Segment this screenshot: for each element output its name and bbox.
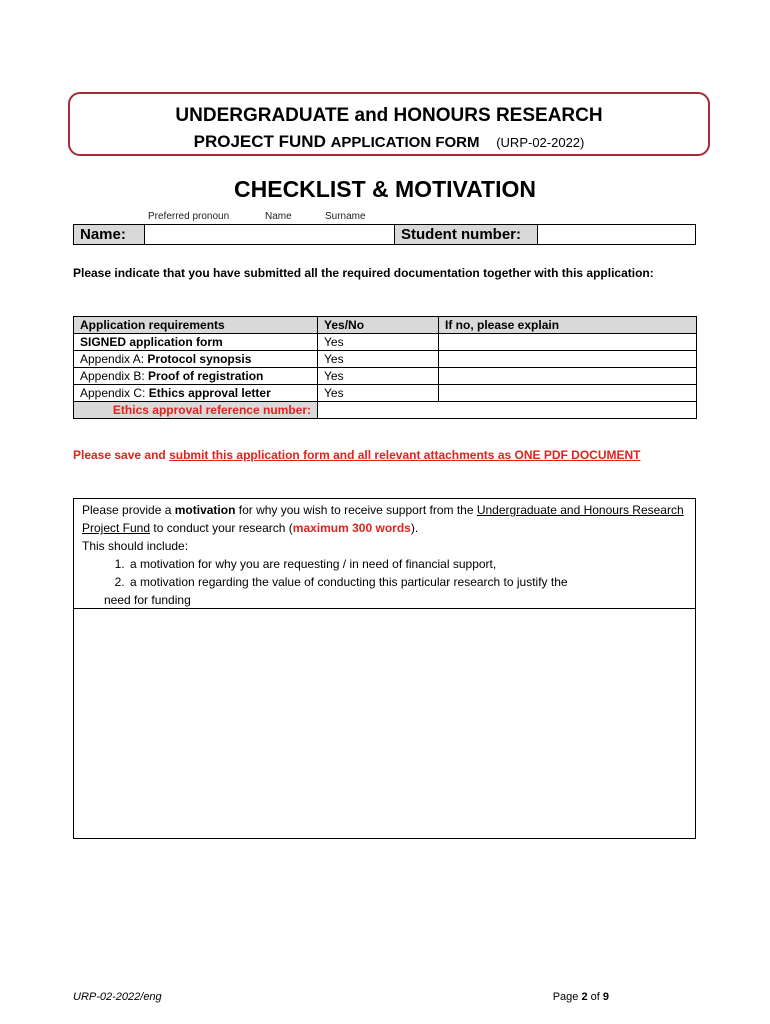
requirement-item: Proof of registration — [148, 369, 264, 383]
notice-part2: submit this application form and all relevant attachments as ONE PDF DOCUMENT — [169, 448, 641, 462]
submission-notice — [73, 446, 693, 464]
hint-preferred-pronoun: Preferred pronoun — [148, 211, 230, 222]
page-title: CHECKLIST & MOTIVATION — [234, 176, 536, 202]
requirement-cell — [74, 368, 318, 385]
fund-name: Undergraduate and Honours Research Project Fund — [82, 503, 684, 535]
page-current: 2 — [581, 991, 588, 1003]
table-row — [74, 334, 697, 351]
list-item-continuation: need for funding — [104, 593, 191, 607]
form-header-box — [68, 92, 710, 156]
list-item: 2. a motivation regarding the value of conducting this particular research to justify the — [128, 573, 687, 591]
table-header-row — [74, 317, 697, 334]
list-item: 1. a motivation for why you are requesting / in need of financial support, — [128, 555, 687, 573]
hint-surname: Surname — [325, 211, 366, 222]
requirement-prefix: Appendix A: — [80, 352, 148, 366]
student-number-field[interactable] — [538, 225, 695, 244]
explain-field[interactable] — [439, 385, 697, 402]
requirement-item: SIGNED application form — [80, 335, 223, 349]
motivation-box — [73, 498, 696, 839]
explain-field[interactable] — [439, 368, 697, 385]
form-title-line2 — [70, 132, 708, 152]
ethics-reference-label: Ethics approval reference number: — [74, 402, 318, 419]
ethics-reference-field[interactable] — [318, 402, 697, 419]
page-number — [553, 991, 609, 1003]
notice-part1: Please save and — [73, 448, 170, 462]
form-title-part1: PROJECT FUND — [193, 132, 326, 151]
header-explain: If no, please explain — [439, 317, 697, 334]
explain-field[interactable] — [439, 334, 697, 351]
answer-field[interactable]: Yes — [318, 368, 439, 385]
prompt-text: to conduct your research ( — [150, 521, 293, 535]
form-code: (URP-02-2022) — [496, 135, 585, 150]
requirement-item: Protocol synopsis — [147, 352, 252, 366]
requirement-prefix: Appendix B: — [80, 369, 149, 383]
answer-field[interactable]: Yes — [318, 385, 439, 402]
word-limit: maximum 300 words — [292, 521, 411, 535]
motivation-instructions — [74, 499, 695, 609]
table-row — [74, 368, 697, 385]
requirement-cell — [74, 385, 318, 402]
student-number-label: Student number: — [395, 225, 538, 244]
motivation-prompt — [82, 501, 687, 537]
footer-form-code: URP-02-2022/eng — [73, 991, 162, 1003]
form-title-line1: UNDERGRADUATE and HONOURS RESEARCH — [175, 105, 603, 126]
instruction-text: Please indicate that you have submitted all the required documentation together with this application: — [73, 266, 654, 280]
answer-field[interactable]: Yes — [318, 351, 439, 368]
requirements-table — [73, 316, 697, 419]
name-field[interactable] — [145, 225, 395, 244]
include-list — [82, 555, 687, 591]
page-prefix: Page — [552, 991, 582, 1003]
answer-field[interactable]: Yes — [318, 334, 439, 351]
table-row — [74, 351, 697, 368]
prompt-text: for why you wish to receive support from the — [235, 503, 477, 517]
include-label: This should include: — [82, 539, 189, 553]
name-label: Name: — [74, 225, 145, 244]
motivation-answer-field[interactable] — [74, 609, 695, 838]
name-row — [73, 224, 696, 245]
hint-name: Name — [265, 211, 292, 222]
requirement-cell — [74, 351, 318, 368]
ethics-reference-row — [74, 402, 697, 419]
prompt-text: Please provide a — [82, 503, 175, 517]
header-yes-no: Yes/No — [318, 317, 439, 334]
form-title-part2: APPLICATION FORM — [330, 134, 480, 151]
explain-field[interactable] — [439, 351, 697, 368]
requirement-prefix: Appendix C: — [80, 386, 149, 400]
header-requirements: Application requirements — [74, 317, 318, 334]
requirement-cell — [74, 334, 318, 351]
table-row — [74, 385, 697, 402]
prompt-text: ). — [410, 521, 419, 535]
requirement-item: Ethics approval letter — [148, 386, 271, 400]
prompt-keyword: motivation — [174, 503, 236, 517]
page-mid: of — [587, 991, 603, 1003]
page-total: 9 — [602, 991, 609, 1003]
